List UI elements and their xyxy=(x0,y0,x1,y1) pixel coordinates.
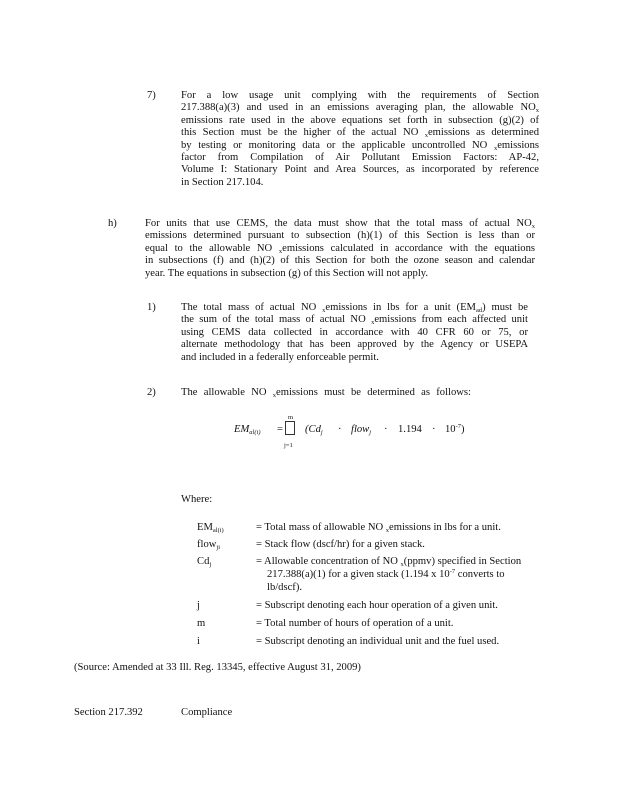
definition-desc: = Total mass of allowable NO $_x$emissions in lbs for a unit. xyxy=(256,522,501,534)
text-line: emissions determined pursuant to subsection (h)(1) of this Section is less than or xyxy=(145,230,535,242)
item-7-paragraph xyxy=(181,90,539,189)
equation-flow: flow$_j$ xyxy=(351,424,372,436)
summation-lower-limit: j=1 xyxy=(284,442,293,449)
definition-term: j xyxy=(197,600,200,611)
summation-upper-limit: m xyxy=(288,414,294,421)
text-line: this Section must be the higher of the actual NO $_x$emissions as determined xyxy=(181,127,539,140)
text-line: The allowable NO $_x$emissions must be determined as follows: xyxy=(181,387,471,399)
multiply-sign: · xyxy=(384,424,388,435)
definition-term: $Cd_j$ xyxy=(197,556,212,568)
text-line: emissions rate used in the above equations set forth in subsection (g)(2) of xyxy=(181,114,539,126)
item-number-h1: 1) xyxy=(147,302,156,313)
item-number-h: h) xyxy=(108,218,117,229)
definition-desc: = Subscript denoting an individual unit and the fuel used. xyxy=(256,636,500,647)
equation-power: $10^{-7}$) xyxy=(445,423,465,435)
multiply-sign: · xyxy=(338,424,342,435)
text-line: The total mass of actual NO $_x$emissions in lbs for a unit $(EM_{ad})$ must be xyxy=(181,302,528,314)
item-h2-paragraph xyxy=(181,387,471,399)
text-line: alternate methodology that has been approved by the Agency or USEPA xyxy=(181,339,528,351)
definition-row xyxy=(197,556,557,569)
where-label: Where: xyxy=(181,494,213,505)
definition-desc: = Total number of hours of operation of a unit. xyxy=(256,618,454,629)
text-line: 217.388(a)(3) and used in an emissions averaging plan, the allowable $NO_x$ xyxy=(181,102,539,115)
text-line: using CEMS data collected in accordance with 40 CFR 60 or 75, or xyxy=(181,326,528,338)
item-h1-paragraph xyxy=(181,302,528,364)
text-line: in Section 217.104. xyxy=(181,176,264,188)
definitions-list xyxy=(197,522,557,652)
multiply-sign: · xyxy=(432,424,436,435)
text-line: For units that use CEMS, the data must show that the total mass of actual $NO_x$ xyxy=(145,218,535,230)
text-line: equal to the allowable NO $_x$emissions calculated in accordance with the equations xyxy=(145,242,535,255)
definition-desc: = Stack flow (dscf/hr) for a given stack. xyxy=(256,539,425,550)
definition-row xyxy=(197,522,557,535)
definition-desc: lb/dscf). xyxy=(267,582,303,593)
equation-constant: 1.194 xyxy=(398,424,422,435)
section-number: Section 217.392 xyxy=(74,707,143,718)
summation-icon xyxy=(285,421,295,435)
definition-row xyxy=(197,618,557,631)
definition-row xyxy=(197,600,557,613)
text-line: For a low usage unit complying with the requirements of Section xyxy=(181,90,539,101)
source-note: (Source: Amended at 33 Ill. Reg. 13345, effective August 31, 2009) xyxy=(74,662,361,673)
item-number-h2: 2) xyxy=(147,387,156,398)
definition-term: $EM_{al(i)}$ xyxy=(197,522,224,534)
definition-row xyxy=(197,582,557,595)
equation-lhs: $EM_{al(i)}$ xyxy=(234,424,261,436)
definition-term: flow$_{ji}$ xyxy=(197,539,221,551)
text-line: Volume I: Stationary Point and Area Sources, as incorporated by reference xyxy=(181,164,539,176)
text-line: and included in a federally enforceable permit. xyxy=(181,351,379,363)
equation-cd: ($Cd_j$ xyxy=(305,424,323,436)
definition-row xyxy=(197,636,557,649)
definition-desc: 217.388(a)(1) for a given stack (1.194 x $10^{-7}$ converts to xyxy=(267,568,505,580)
equation-equals: = xyxy=(277,424,283,435)
item-h-paragraph xyxy=(145,218,535,280)
text-line: in subsections (f) and (h)(2) of this Section for both the ozone season and calendar xyxy=(145,255,535,267)
definition-row xyxy=(197,539,557,552)
section-title: Compliance xyxy=(181,707,233,718)
definition-desc: = Subscript denoting each hour operation of a given unit. xyxy=(256,600,498,611)
definition-term: m xyxy=(197,618,206,629)
definition-desc: = Allowable concentration of NO $_x$(ppmv) specified in Section xyxy=(256,556,522,568)
text-line: factor from Compilation of Air Pollutant Emission Factors: AP-42, xyxy=(181,151,539,163)
text-line: by testing or monitoring data or the applicable uncontrolled NO $_x$emissions xyxy=(181,139,539,152)
allowable-emissions-equation xyxy=(232,414,492,458)
definition-term: i xyxy=(197,636,200,647)
definition-row xyxy=(197,569,557,582)
text-line: year. The equations in subsection (g) of this Section will not apply. xyxy=(145,267,429,279)
text-line: the sum of the total mass of actual NO $_x$emissions from each affected unit xyxy=(181,314,528,327)
item-number-7: 7) xyxy=(147,90,156,101)
